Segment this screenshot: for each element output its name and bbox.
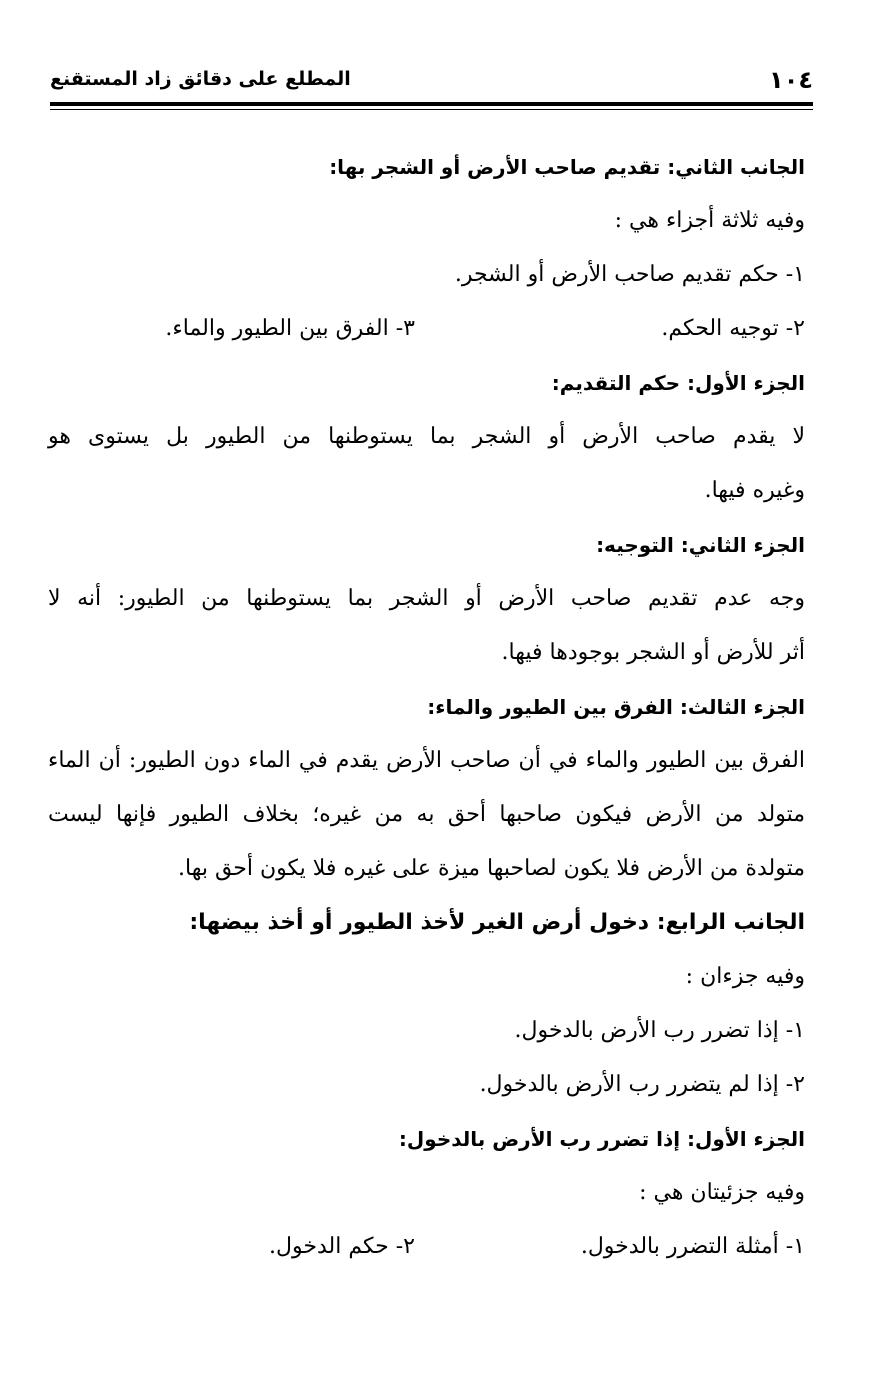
subsection-heading: الجزء الثاني: التوجيه: xyxy=(596,533,805,557)
paragraph-line: وفيه ثلاثة أجزاء هي : xyxy=(614,208,805,233)
header-rule-thick xyxy=(50,102,813,106)
list-item: ١- أمثلة التضرر بالدخول. xyxy=(580,1234,805,1259)
paragraph-line: الفرق بين الطيور والماء في أن صاحب الأرض يقدم في الماء دون الطيور: أن الماء xyxy=(48,748,805,773)
subsection-heading: الجزء الأول: حكم التقديم: xyxy=(551,371,805,395)
section-heading: الجانب الثاني: تقديم صاحب الأرض أو الشجر بها: xyxy=(329,155,805,179)
page-content xyxy=(48,140,805,1274)
list-item: ٣- الفرق بين الطيور والماء. xyxy=(165,316,415,341)
section-heading: الجانب الرابع: دخول أرض الغير لأخذ الطيور أو أخذ بيضها: xyxy=(189,910,805,935)
list-item: ٢- حكم الدخول. xyxy=(269,1234,415,1259)
list-item: ٢- توجيه الحكم. xyxy=(661,316,805,341)
paragraph-line: لا يقدم صاحب الأرض أو الشجر بما يستوطنها من الطيور بل يستوى هو xyxy=(48,424,805,449)
running-title: المطلع على دقائق زاد المستقنع xyxy=(50,68,351,90)
paragraph-line: وفيه جزئيتان هي : xyxy=(639,1180,805,1205)
paragraph-line: متولدة من الأرض فلا يكون لصاحبها ميزة على غيره فلا يكون أحق بها. xyxy=(178,856,805,881)
paragraph-line: وفيه جزءان : xyxy=(685,964,805,989)
header-rule-thin xyxy=(50,109,813,110)
two-column-list xyxy=(48,1220,805,1274)
subsection-heading: الجزء الثالث: الفرق بين الطيور والماء: xyxy=(427,695,805,719)
paragraph-line: أثر للأرض أو الشجر بوجودها فيها. xyxy=(501,640,805,665)
page-header xyxy=(50,62,813,98)
list-item: ٢- إذا لم يتضرر رب الأرض بالدخول. xyxy=(479,1072,805,1097)
list-item: ١- حكم تقديم صاحب الأرض أو الشجر. xyxy=(454,262,805,287)
paragraph-line: وجه عدم تقديم صاحب الأرض أو الشجر بما يستوطنها من الطيور: أنه لا xyxy=(48,586,805,611)
paragraph-line: وغيره فيها. xyxy=(704,478,805,503)
page-number: ١٠٤ xyxy=(769,66,813,94)
subsection-heading: الجزء الأول: إذا تضرر رب الأرض بالدخول: xyxy=(398,1127,805,1151)
paragraph-line: متولد من الأرض فيكون صاحبها أحق به من غيره؛ بخلاف الطيور فإنها ليست xyxy=(48,802,805,827)
list-item: ١- إذا تضرر رب الأرض بالدخول. xyxy=(514,1018,805,1043)
two-column-list xyxy=(48,302,805,356)
